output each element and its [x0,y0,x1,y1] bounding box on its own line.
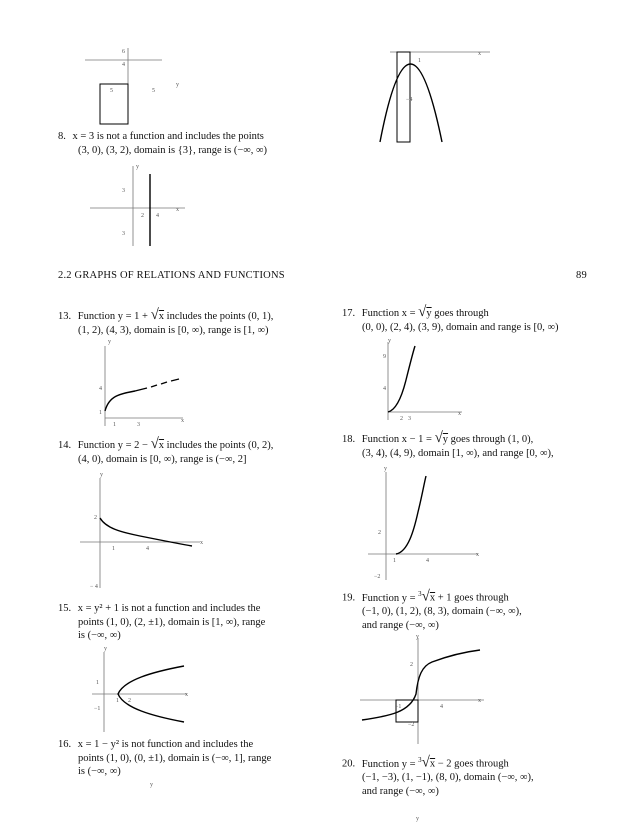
axis-label: 1 [96,680,99,686]
axis-label: y [416,634,419,640]
item-number: 20. [342,758,356,770]
item-text: and range (−∞, ∞) [362,619,439,631]
item-text: (4, 0), domain is [0, ∞), range is (−∞, 2] [78,453,247,465]
axis-label: −2 [374,574,381,580]
item-text: + 1 goes through [437,592,509,604]
graph-17 [378,336,468,428]
axis-label: y [416,816,419,822]
axis-label: 2 [378,530,381,536]
item-16 [58,738,318,779]
page-number: 89 [576,270,587,281]
graph-14 [80,470,210,592]
item-text: Function y = 2 − [77,440,148,451]
axis-label: 3 [408,416,411,422]
item-text: (0, 0), (2, 4), (3, 9), domain and range is [0, ∞) [362,321,559,333]
axis-label: y [176,82,179,88]
graph-top-right [370,46,500,146]
graph-19 [360,632,490,746]
radical-sign: √ [418,304,427,320]
axis-label: 1 [112,546,115,552]
item-text: Function y = [361,592,416,604]
item-text: (−1, 0), (1, 2), (8, 3), domain (−∞, ∞), [362,606,522,617]
axis-label: 2 [128,698,131,704]
axis-label: −1 [94,706,101,712]
axis-label: −2 [408,722,415,728]
axis-label: 6 [122,49,125,55]
axis-label: 5 [110,88,113,94]
radical-sign: √ [150,436,159,452]
graph-curve [105,388,147,411]
axis-label: x [476,552,479,558]
section-header: 2.2 GRAPHS OF RELATIONS AND FUNCTIONS [58,270,285,281]
item-number: 13. [58,311,72,322]
radicand: x [158,440,165,451]
item-number: 19. [342,592,356,604]
item-text: Function y = [361,758,416,770]
item-19 [342,588,612,632]
axis-label: 4 [122,62,125,68]
radicand: x [429,758,436,770]
axis-label: x [185,692,188,698]
axis-label: 3 [122,231,125,237]
axis-label: 4 [426,558,429,564]
graph-curve [171,379,179,381]
item-text: points (1, 0), (0, ±1), domain is (−∞, 1], range [78,752,272,764]
graph-8 [90,162,190,252]
item-text: includes the points (0, 2), [166,440,274,451]
axis-label: 9 [383,354,386,360]
axis-label: x [181,418,184,424]
axis-label: x [478,698,481,704]
item-8 [58,130,267,157]
graph-20 [414,812,434,824]
axis-label: 4 [146,546,149,552]
item-number: 8. [58,131,66,142]
graph-curve [151,385,157,387]
item-text: is (−∞, ∞) [78,766,121,777]
graph-curve [380,64,442,142]
axis-label: x [478,51,481,57]
item-number: 16. [58,739,72,750]
axis-label: y [100,472,103,478]
item-text: Function x = [361,308,416,319]
item-text: − 2 goes through [437,758,509,770]
axis-label: − 4 [90,584,98,590]
axis-label: 2 [141,213,144,219]
radical-sign: √ [421,588,430,605]
axis-label: 4 [383,386,386,392]
graph-curve [362,650,480,720]
item-text: includes the points (0, 1), [166,311,274,322]
axis-label: −4 [406,97,413,103]
axis-label: 5 [152,88,155,94]
axis-label: −1 [395,704,402,710]
item-text: goes through [434,308,489,319]
axis-label: y [150,782,153,788]
axis-label: x [200,540,203,546]
item-number: 17. [342,308,356,319]
item-text: (3, 4), (4, 9), domain [1, ∞), and range [0, ∞), [362,447,554,459]
graph-13 [95,338,195,430]
radical-sign: √ [434,430,443,446]
guide-box [100,84,128,124]
item-text: x = 3 is not a function and includes the points [72,131,264,142]
graph-curve [388,346,415,412]
item-text: and range (−∞, ∞) [362,785,439,797]
item-14 [58,438,318,466]
graph-18 [368,464,488,584]
axis-label: 3 [137,422,140,428]
axis-label: 4 [99,386,102,392]
item-text: Function x − 1 = [361,434,432,445]
root-index: 3 [418,590,422,598]
item-text: goes through (1, 0), [450,434,534,445]
item-text: Function y = 1 + [77,311,148,322]
item-text: (3, 0), (3, 2), domain is {3}, range is (−∞, ∞) [78,144,268,156]
axis-label: y [104,646,107,652]
item-17 [342,306,612,334]
axis-label: 2 [94,515,97,521]
axis-label: y [388,338,391,344]
axis-label: 1 [113,422,116,428]
graph-16 [148,778,168,790]
item-18 [342,432,612,460]
item-text: points (1, 0), (2, ±1), domain is [1, ∞), range [78,616,266,628]
radicand: y [442,434,449,445]
item-text: x = 1 − y² is not function and includes the [77,739,254,750]
item-number: 18. [342,434,356,445]
item-text: x = y² + 1 is not a function and includes the [77,603,261,614]
item-13 [58,309,318,337]
axis-label: y [108,339,111,345]
axis-label: 2 [410,662,413,668]
axis-label: x [458,411,461,417]
axis-label: y [136,164,139,170]
radicand: y [426,308,432,319]
graph-curve [396,476,426,554]
axis-label: 2 [400,416,403,422]
radical-sign: √ [421,754,430,771]
item-text: (1, 2), (4, 3), domain is [0, ∞), range is [1, ∞) [78,324,269,336]
axis-label: 1 [393,558,396,564]
root-index: 3 [418,756,422,764]
item-number: 15. [58,603,72,614]
item-number: 14. [58,440,72,451]
axis-label: x [176,207,179,213]
axis-label: 3 [122,188,125,194]
graph-curve [161,382,167,384]
graph-15 [92,644,192,736]
graph-top-left [80,44,190,124]
axis-label: 4 [156,213,159,219]
axis-label: 1 [116,698,119,704]
radicand: x [158,311,165,322]
axis-label: 4 [440,704,443,710]
item-15 [58,602,318,643]
item-text: is (−∞, ∞) [78,630,121,641]
radicand: x [429,592,436,604]
radical-sign: √ [150,307,159,323]
item-text: (−1, −3), (1, −1), (8, 0), domain (−∞, ∞), [362,772,534,783]
axis-label: y [384,466,387,472]
axis-label: 1 [418,58,421,64]
item-20 [342,754,612,798]
axis-label: 1 [99,410,102,416]
